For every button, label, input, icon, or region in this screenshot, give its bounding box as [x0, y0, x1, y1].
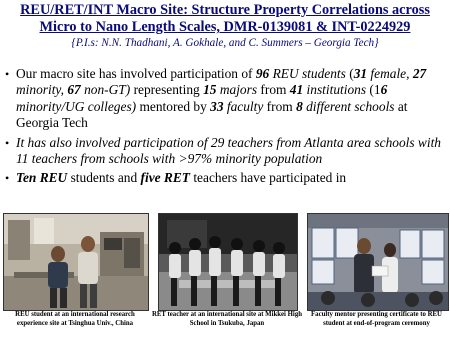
count-96: 96 [255, 66, 270, 81]
count-67: 67 [67, 82, 81, 98]
bullet-item-teachers [5, 135, 445, 168]
count-27: 27 [412, 66, 427, 81]
pis-line: {P.I.s: N.N. Thadhani, A. Gokhale, and C. Summers – Georgia Tech} [71, 37, 379, 49]
title-line-1: REU/RET/INT Macro Site: Structure Property Correlations across [20, 2, 430, 18]
text-span: students and [67, 170, 141, 186]
text-span: institutions [303, 82, 367, 98]
text-span: majors [216, 82, 258, 98]
bullet-dot-icon: • [5, 171, 10, 186]
count-8: 8 [296, 98, 303, 114]
caption-middle: RET teacher at an international site at Mikkei High School in Tsukuba, Japan [151, 311, 303, 327]
text-span: at Georgia Tech [16, 98, 408, 131]
count-41: 41 [289, 82, 304, 98]
count-33: 33 [210, 98, 224, 114]
text-span: ( [345, 66, 354, 81]
bullet-dot-icon: • [5, 67, 10, 81]
lab-photo-image [4, 214, 148, 310]
text-span: teachers have participated in [189, 170, 347, 186]
text-span: Our macro site has involved participation of [16, 66, 256, 81]
text-span: minority/UG colleges) [16, 98, 137, 114]
ceremony-photo-image [308, 214, 448, 310]
bullet-item-international [5, 170, 445, 186]
text-span: different schools [302, 98, 395, 114]
ceremony-photo [307, 213, 449, 311]
text-span: REU students [269, 66, 346, 81]
bullet-text [16, 170, 445, 186]
caption-left: REU student at an international research experience site at Tsinghua Univ., China [15, 311, 135, 327]
bullet-dot-icon: • [5, 135, 10, 150]
title-line-2: Micro to Nano Length Scales, DMR-0139081 & INT-0224929 [39, 19, 411, 35]
bullet-item-participation [5, 66, 445, 132]
classroom-photo-image [159, 214, 297, 310]
text-span: Ten REU [16, 170, 68, 186]
caption-right: Faculty mentor presenting certificate to REU student at end-of-program ceremony [311, 311, 442, 327]
bullet-list [5, 66, 445, 190]
text-span: faculty [223, 98, 264, 114]
count-6: 6 [380, 82, 388, 98]
bullet-text [16, 66, 445, 132]
classroom-photo [158, 213, 298, 311]
count-31: 31 [353, 66, 368, 81]
text-span: (1 [366, 82, 381, 98]
text-span: from [257, 82, 290, 98]
text-span: mentored by [136, 98, 211, 114]
bullet-text: It has also involved participation of 29 teachers from Atlanta area schools with 11 teachers from schools with >97% minority population [16, 134, 442, 167]
header [0, 2, 450, 50]
count-15: 15 [203, 82, 217, 98]
text-span: from [263, 98, 297, 114]
lab-photo [3, 213, 149, 311]
text-span: non-GT) [80, 82, 131, 98]
text-span: minority, [16, 82, 68, 98]
text-span: representing [130, 82, 204, 98]
text-span: five RET [140, 170, 190, 186]
text-span: female, [367, 66, 413, 81]
